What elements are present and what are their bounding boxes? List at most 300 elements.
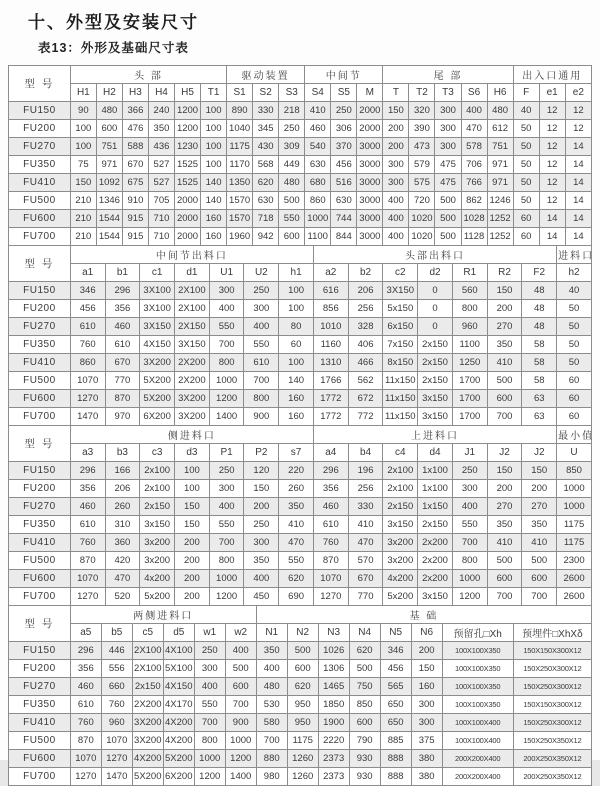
value-cell: 5x200 — [140, 588, 175, 606]
value-cell: 1x100 — [418, 480, 453, 498]
column-header-cell: b5 — [101, 624, 132, 642]
model-cell: FU270 — [9, 498, 71, 516]
column-header-cell: H6 — [487, 84, 513, 102]
value-cell: 270 — [487, 318, 522, 336]
value-cell: 2X150 — [175, 318, 210, 336]
table-outlet-dimensions — [8, 245, 595, 426]
table-row — [9, 732, 592, 750]
column-header-cell: T1 — [201, 84, 227, 102]
value-cell: 550 — [452, 516, 487, 534]
value-cell: 256 — [348, 480, 383, 498]
column-header-cell: N1 — [256, 624, 287, 642]
page-title: 十、外型及安装尺寸 — [28, 13, 199, 32]
value-cell: 1400 — [209, 408, 244, 426]
value-cell: 950 — [287, 714, 318, 732]
value-cell: 610 — [70, 318, 105, 336]
value-cell: 888 — [380, 768, 411, 786]
value-cell: 2x100 — [383, 462, 418, 480]
value-cell: 400 — [383, 192, 409, 210]
value-cell: 473 — [409, 138, 435, 156]
value-cell: 328 — [348, 318, 383, 336]
table-row — [9, 318, 592, 336]
value-cell: 470 — [348, 534, 383, 552]
table-row — [9, 498, 592, 516]
value-cell: 350 — [256, 642, 287, 660]
table-row — [9, 210, 592, 228]
model-cell: FU500 — [9, 552, 71, 570]
value-cell: 150 — [487, 282, 522, 300]
value-cell: 2220 — [318, 732, 349, 750]
value-cell: 100X100X400 — [442, 732, 513, 750]
value-cell: 380 — [411, 768, 442, 786]
column-header-cell: U2 — [244, 264, 279, 282]
column-header-cell: e1 — [539, 84, 565, 102]
value-cell: 206 — [348, 282, 383, 300]
value-cell: 200 — [383, 138, 409, 156]
value-cell: 460 — [105, 318, 140, 336]
value-cell: 2X100 — [132, 660, 163, 678]
value-cell: 400 — [383, 228, 409, 246]
value-cell: 800 — [209, 552, 244, 570]
value-cell: 2000 — [357, 102, 383, 120]
value-cell: 250 — [452, 462, 487, 480]
value-cell: 400 — [256, 660, 287, 678]
value-cell: 971 — [487, 156, 513, 174]
value-cell: 770 — [348, 588, 383, 606]
value-cell: 150X150X300X12 — [513, 642, 591, 660]
value-cell: 1092 — [96, 174, 122, 192]
value-cell: 200 — [175, 588, 210, 606]
value-cell: 568 — [253, 156, 279, 174]
value-cell: 1175 — [227, 138, 253, 156]
value-cell: 200X250X350X12 — [513, 750, 591, 768]
value-cell: 720 — [409, 192, 435, 210]
value-cell: 930 — [349, 768, 380, 786]
value-cell: 480 — [256, 678, 287, 696]
value-cell: 1070 — [70, 750, 101, 768]
value-cell: 1700 — [452, 372, 487, 390]
value-cell: 140 — [201, 174, 227, 192]
value-cell: 160 — [279, 390, 314, 408]
value-cell: 11x150 — [383, 390, 418, 408]
value-cell: 200 — [175, 552, 210, 570]
value-cell: 160 — [411, 678, 442, 696]
value-cell: 420 — [105, 552, 140, 570]
value-cell: 300 — [244, 534, 279, 552]
value-cell: 430 — [253, 138, 279, 156]
value-cell: 470 — [461, 120, 487, 138]
value-cell: 3X150 — [140, 318, 175, 336]
value-cell: 3X100 — [140, 300, 175, 318]
table-foundation-dimensions — [8, 605, 592, 786]
column-header-cell: T — [383, 84, 409, 102]
value-cell: 890 — [227, 102, 253, 120]
model-cell: FU350 — [9, 516, 71, 534]
value-cell: 2x150 — [383, 498, 418, 516]
value-cell: 575 — [409, 174, 435, 192]
value-cell: 1200 — [225, 750, 256, 768]
value-cell: 942 — [253, 228, 279, 246]
value-cell: 150X250X300X12 — [513, 660, 591, 678]
value-cell: 3000 — [357, 210, 383, 228]
column-header-cell: T3 — [435, 84, 461, 102]
column-header-cell: w2 — [225, 624, 256, 642]
column-header-cell: N5 — [380, 624, 411, 642]
value-cell: 650 — [380, 714, 411, 732]
value-cell: 1772 — [313, 408, 348, 426]
value-cell: 300 — [435, 102, 461, 120]
value-cell: 2300 — [557, 552, 592, 570]
value-cell: 2x150 — [418, 372, 453, 390]
value-cell: 300 — [383, 156, 409, 174]
value-cell: 6X200 — [163, 768, 194, 786]
value-cell: 672 — [348, 390, 383, 408]
value-cell: 360 — [105, 534, 140, 552]
value-cell: 330 — [253, 102, 279, 120]
column-header-cell: a5 — [70, 624, 101, 642]
value-cell: 500 — [487, 372, 522, 390]
value-cell: 500 — [349, 660, 380, 678]
value-cell: 400 — [452, 498, 487, 516]
value-cell: 40 — [557, 282, 592, 300]
group-header-cell: 上进料口 — [313, 426, 556, 444]
column-header-cell: U1 — [209, 264, 244, 282]
value-cell: 750 — [349, 678, 380, 696]
value-cell: 350 — [487, 336, 522, 354]
value-cell: 700 — [256, 732, 287, 750]
value-cell: 690 — [279, 588, 314, 606]
value-cell: 300 — [411, 696, 442, 714]
value-cell: 150 — [244, 480, 279, 498]
value-cell: 856 — [313, 300, 348, 318]
column-header-cell: c1 — [140, 264, 175, 282]
value-cell: 200 — [175, 534, 210, 552]
value-cell: 12 — [539, 120, 565, 138]
value-cell: 5X200 — [163, 750, 194, 768]
dimension-tables — [8, 66, 595, 786]
value-cell: 150X150X300X12 — [513, 696, 591, 714]
value-cell: 630 — [253, 192, 279, 210]
column-header-cell: F — [513, 84, 539, 102]
value-cell: 400 — [244, 570, 279, 588]
value-cell: 680 — [305, 174, 331, 192]
value-cell: 370 — [331, 138, 357, 156]
value-cell: 800 — [194, 732, 225, 750]
value-cell: 456 — [70, 300, 105, 318]
value-cell: 870 — [70, 732, 101, 750]
value-cell: 610 — [244, 354, 279, 372]
column-header-cell: S4 — [305, 84, 331, 102]
column-header-cell: U — [557, 444, 592, 462]
value-cell: 600 — [522, 570, 557, 588]
value-cell: 700 — [244, 372, 279, 390]
column-header-cell: J2 — [487, 444, 522, 462]
value-cell: 200 — [244, 498, 279, 516]
value-cell: 380 — [411, 750, 442, 768]
value-cell: 530 — [256, 696, 287, 714]
value-cell: 2X100 — [175, 282, 210, 300]
value-cell: 1070 — [101, 732, 132, 750]
value-cell: 200 — [487, 300, 522, 318]
value-cell: 971 — [487, 174, 513, 192]
value-cell: 500 — [225, 660, 256, 678]
value-cell: 410 — [305, 102, 331, 120]
model-cell: FU600 — [9, 390, 71, 408]
value-cell: 150X250X300X12 — [513, 678, 591, 696]
group-header-cell: 两侧进料口 — [70, 606, 256, 624]
value-cell: 800 — [244, 390, 279, 408]
value-cell: 3X200 — [175, 390, 210, 408]
value-cell: 860 — [305, 192, 331, 210]
value-cell: 4X150 — [140, 336, 175, 354]
table-row — [9, 696, 592, 714]
value-cell: 1000 — [557, 498, 592, 516]
value-cell: 450 — [244, 588, 279, 606]
value-cell: 356 — [313, 480, 348, 498]
value-cell: 2000 — [175, 192, 201, 210]
value-cell: 375 — [411, 732, 442, 750]
value-cell: 620 — [287, 678, 318, 696]
value-cell: 150 — [411, 660, 442, 678]
table-row — [9, 354, 592, 372]
value-cell: 100 — [201, 156, 227, 174]
value-cell: 310 — [105, 516, 140, 534]
value-cell: 270 — [522, 498, 557, 516]
column-header-cell: c4 — [383, 444, 418, 462]
value-cell: 3X200 — [132, 714, 163, 732]
value-cell: 12 — [539, 156, 565, 174]
value-cell: 915 — [122, 228, 148, 246]
column-header-cell: c3 — [140, 444, 175, 462]
model-cell: FU200 — [9, 120, 71, 138]
value-cell: 600 — [487, 570, 522, 588]
value-cell: 12 — [565, 120, 591, 138]
value-cell: 200 — [522, 480, 557, 498]
value-cell: 610 — [70, 696, 101, 714]
value-cell: 100 — [175, 462, 210, 480]
value-cell: 14 — [539, 228, 565, 246]
value-cell: 3X200 — [132, 732, 163, 750]
value-cell: 1200 — [175, 120, 201, 138]
value-cell: 560 — [452, 282, 487, 300]
table-row — [9, 714, 592, 732]
value-cell: 2x200 — [418, 552, 453, 570]
value-cell: 1250 — [452, 354, 487, 372]
value-cell: 475 — [435, 156, 461, 174]
value-cell: 620 — [253, 174, 279, 192]
value-cell: 5X200 — [140, 390, 175, 408]
value-cell: 366 — [122, 102, 148, 120]
model-cell: FU700 — [9, 228, 71, 246]
value-cell: 466 — [348, 354, 383, 372]
value-cell: 1525 — [175, 174, 201, 192]
value-cell: 200 — [383, 120, 409, 138]
value-cell: 7x150 — [383, 336, 418, 354]
value-cell: 300 — [452, 480, 487, 498]
group-header-cell: 出入口通用 — [513, 66, 591, 84]
value-cell: 1010 — [313, 318, 348, 336]
column-header-cell: H5 — [175, 84, 201, 102]
value-cell: 100X100X350 — [442, 696, 513, 714]
table-row — [9, 120, 592, 138]
value-cell: 4X200 — [163, 732, 194, 750]
value-cell: 550 — [244, 336, 279, 354]
table-row — [9, 336, 592, 354]
value-cell: 75 — [70, 156, 96, 174]
group-header-cell: 头部出料口 — [313, 246, 556, 264]
value-cell: 3x150 — [418, 588, 453, 606]
value-cell: 3x150 — [383, 516, 418, 534]
column-header-cell: R2 — [487, 264, 522, 282]
value-cell: 1028 — [461, 210, 487, 228]
column-header-cell: J1 — [452, 444, 487, 462]
value-cell: 11x150 — [383, 408, 418, 426]
value-cell: 3X100 — [140, 282, 175, 300]
value-cell: 100X100X400 — [442, 714, 513, 732]
value-cell: 550 — [279, 552, 314, 570]
value-cell: 160 — [201, 228, 227, 246]
value-cell: 3x150 — [418, 390, 453, 408]
value-cell: 751 — [487, 138, 513, 156]
value-cell: 772 — [348, 408, 383, 426]
value-cell: 2x200 — [418, 570, 453, 588]
value-cell: 700 — [522, 588, 557, 606]
value-cell: 2X200 — [132, 696, 163, 714]
value-cell: 1000 — [305, 210, 331, 228]
value-cell: 760 — [101, 696, 132, 714]
value-cell: 390 — [409, 120, 435, 138]
value-cell: 1700 — [452, 390, 487, 408]
table-row — [9, 462, 592, 480]
value-cell: 1020 — [409, 210, 435, 228]
model-cell: FU270 — [9, 138, 71, 156]
value-cell: 58 — [522, 336, 557, 354]
value-cell: 3000 — [357, 156, 383, 174]
value-cell: 50 — [513, 192, 539, 210]
value-cell: 5x200 — [383, 588, 418, 606]
value-cell: 250 — [331, 102, 357, 120]
value-cell: 480 — [279, 174, 305, 192]
value-cell: 1260 — [287, 750, 318, 768]
column-header-cell: F2 — [522, 264, 557, 282]
value-cell: 1070 — [70, 570, 105, 588]
column-header-cell: e2 — [565, 84, 591, 102]
value-cell: 870 — [313, 552, 348, 570]
model-cell: FU270 — [9, 318, 71, 336]
value-cell: 449 — [279, 156, 305, 174]
value-cell: 60 — [557, 372, 592, 390]
table-row — [9, 102, 592, 120]
model-column-header: 型 号 — [9, 66, 71, 102]
value-cell: 4X150 — [163, 678, 194, 696]
table-row — [9, 138, 592, 156]
value-cell: 350 — [279, 498, 314, 516]
value-cell: 1230 — [175, 138, 201, 156]
value-cell: 300 — [194, 660, 225, 678]
group-header-cell: 中间节 — [305, 66, 383, 84]
value-cell: 220 — [279, 462, 314, 480]
value-cell: 616 — [313, 282, 348, 300]
value-cell: 470 — [279, 534, 314, 552]
value-cell: 63 — [522, 408, 557, 426]
value-cell: 346 — [380, 642, 411, 660]
value-cell: 960 — [101, 714, 132, 732]
column-header-cell: S3 — [279, 84, 305, 102]
model-cell: FU410 — [9, 174, 71, 192]
value-cell: 200 — [175, 570, 210, 588]
table-row — [9, 282, 592, 300]
value-cell: 562 — [348, 372, 383, 390]
value-cell: 3000 — [357, 174, 383, 192]
model-cell: FU700 — [9, 768, 71, 786]
model-cell: FU150 — [9, 462, 71, 480]
value-cell: 12 — [539, 138, 565, 156]
value-cell: 100X100X350 — [442, 660, 513, 678]
value-cell: 206 — [105, 480, 140, 498]
value-cell: 1200 — [209, 588, 244, 606]
value-cell: 90 — [70, 102, 96, 120]
value-cell: 4X200 — [132, 750, 163, 768]
model-column-header: 型 号 — [9, 606, 71, 642]
table-row — [9, 228, 592, 246]
dimension-table-overall-dimensions — [8, 65, 592, 246]
table-row — [9, 642, 592, 660]
column-header-cell: 预埋件□XhXδ — [513, 624, 591, 642]
table-row — [9, 516, 592, 534]
value-cell: 58 — [522, 372, 557, 390]
value-cell: 2x150 — [140, 498, 175, 516]
value-cell: 12 — [565, 102, 591, 120]
model-cell: FU500 — [9, 192, 71, 210]
value-cell: 300 — [244, 300, 279, 318]
column-header-cell: s7 — [279, 444, 314, 462]
value-cell: 3000 — [357, 192, 383, 210]
value-cell: 1100 — [452, 336, 487, 354]
value-cell: 710 — [148, 210, 174, 228]
model-cell: FU150 — [9, 642, 71, 660]
value-cell: 1000 — [209, 372, 244, 390]
model-cell: FU700 — [9, 588, 71, 606]
value-cell: 600 — [487, 390, 522, 408]
value-cell: 406 — [348, 336, 383, 354]
value-cell: 12 — [539, 192, 565, 210]
value-cell: 400 — [194, 678, 225, 696]
value-cell: 1200 — [194, 768, 225, 786]
value-cell: 2600 — [557, 570, 592, 588]
column-header-cell: a3 — [70, 444, 105, 462]
value-cell: 60 — [557, 408, 592, 426]
value-cell: 3X200 — [175, 408, 210, 426]
value-cell: 706 — [461, 156, 487, 174]
value-cell: 760 — [313, 534, 348, 552]
value-cell: 300 — [411, 714, 442, 732]
column-header-cell: N2 — [287, 624, 318, 642]
value-cell: 2x150 — [132, 678, 163, 696]
value-cell: 960 — [452, 318, 487, 336]
value-cell: 1400 — [225, 768, 256, 786]
value-cell: 100 — [279, 282, 314, 300]
table-row — [9, 390, 592, 408]
value-cell: 6X200 — [140, 408, 175, 426]
value-cell: 200X200X400 — [442, 768, 513, 786]
column-header-cell: H2 — [96, 84, 122, 102]
value-cell: 256 — [348, 300, 383, 318]
value-cell: 58 — [522, 354, 557, 372]
value-cell: 700 — [452, 534, 487, 552]
model-cell: FU270 — [9, 678, 71, 696]
value-cell: 650 — [380, 696, 411, 714]
value-cell: 1175 — [287, 732, 318, 750]
